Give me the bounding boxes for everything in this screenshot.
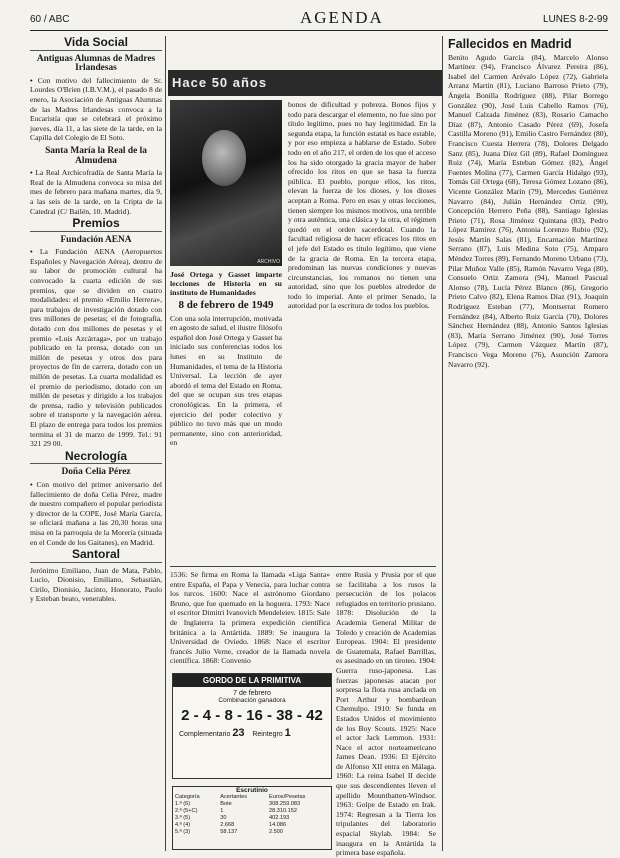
ortega-article-text: Con una sola interrupción, motivada en agosto de salud, el ilustre filósofo español don José Ortega y Gasset ha iniciado sus conferencias todos los lunes en su Instituto de Humanidades, el tema de la Historia Universal. La lección de ayer abordó el tema del Estado en Roma, del que se ocupan sus tres etapas cronológicas. En la primera, el ejercicio del poder colectivo y público no tuvo más que un modo permanente, sino con anterioridad, en	[170, 313, 282, 448]
photo-caption: José Ortega y Gasset imparte lecciones de Historia en su instituto de Humanidades	[170, 270, 282, 297]
column-divider	[442, 36, 443, 851]
table-cell: 308.259.083	[268, 801, 301, 807]
section-divider	[170, 566, 436, 567]
page-header	[30, 8, 608, 31]
table-header: Euros/Pesetas	[268, 794, 306, 800]
celia-perez-text: • Con motivo del primer aniversario del fallecimiento de doña Celia Pérez, madre de nuestro compañero el popular periodista y director de la COPE, José María García, se oficiará mañana a las 20,30 horas una misa en la parroquia de la Morería (situada en el Conde de los Gaitanes), en Madrid.	[30, 480, 162, 547]
table-header-row	[173, 794, 331, 801]
antiguas-alumnas-title: Antiguas Alumnas de Madres Irlandesas	[36, 53, 156, 74]
escrutinio-title: Escrutinio	[236, 787, 268, 794]
portrait-figure	[202, 130, 246, 186]
escrutinio-box	[172, 786, 332, 850]
table-cell: 2.500	[268, 829, 283, 835]
photo-credit: ARCHIVO	[257, 259, 280, 265]
complementary-label: Complementario	[179, 731, 231, 738]
aena-title: Fundación AENA	[60, 234, 132, 245]
efemerides-text: 1536: Se firma en Roma la llamada «Liga Santa» entre España, el Papa y Venecia, para luchar contra los turcos. 1600: Nace el astrónomo Giordano Bruno, que fue quemado en la hoguera. 1793: Nace el escritor Dimitri Ivanovich Mendeleiev. 1815: Sale de Inglaterra la primera expedición científica británica a la Antártida. 1889: Se inaugura la Universidad de Oviedo. 1868: Nace el escritor francés Julio Verne, creador de la llamada novela científica. 1868: Convenio	[170, 570, 330, 666]
primitiva-title: GORDO DE LA PRIMITIVA	[173, 674, 331, 687]
fallecidos-heading: Fallecidos en Madrid	[448, 37, 572, 51]
table-cell: 5.ª (3)	[175, 829, 191, 835]
efemerides-column	[170, 570, 330, 668]
date-headline: 8 de febrero de 1949	[178, 299, 274, 311]
premios-heading: Premios	[30, 219, 162, 232]
left-column	[30, 36, 162, 851]
complementary-row	[173, 727, 331, 739]
winning-numbers: 2 - 4 - 8 - 16 - 38 - 42	[181, 707, 323, 724]
almudena-title: Santa María la Real de la Almudena	[45, 145, 147, 166]
table-row	[173, 822, 331, 829]
ortega-photo	[170, 100, 282, 266]
page-date: LUNES 8-2-99	[542, 14, 608, 25]
table-row	[173, 808, 331, 815]
primitiva-date: 7 de febrero	[233, 690, 271, 697]
table-cell: 1	[220, 808, 224, 814]
combination-label: Combinación ganadora	[218, 697, 286, 704]
table-cell: 14.086	[268, 822, 287, 828]
santoral-text: Jerónimo Emiliano, Juan de Mata, Pablo, Lucio, Dionisio, Emiliano, Sebastián, Cirilo, Dionisio, Jacinto, Honorato, Paulo y Esteban beato, venerables.	[30, 565, 162, 604]
table-cell: 30	[220, 815, 227, 821]
table-header: Acertantes	[220, 794, 248, 800]
column-divider	[165, 36, 166, 851]
section-title: AGENDA	[300, 8, 384, 27]
fallecidos-column	[448, 36, 608, 851]
reintegro-label: Reintegro	[252, 731, 283, 738]
ortega-article-continued: bonos de dificultad y pobreza. Bonos fijos y todo para descargar el elemento, no fue sino por título legítimo, pues no hay legitimidad. En la segunda etapa, la función estatal es hace estable, y por eso empieza a hablarse de Estado. Sobre todo en el año 217, el orden de los que el acceso los ha sido otorgado la gracia mayor de haber ofrecido los ritos en que se basa la fuerza pública. El pueblo, porque ellos, los ritos, elevan la fuerza de los dioses, y los dioses aceptan a Roma. Pero en esas y otras lecciones, tienen siempre los mismos motivos, una terrible y otra auténtica, una clásica y la otra, el régimen quedó en el orden sacerdotal. Cuando la facultad religiosa de hacer eficaces los ritos en el jefe del Estado es título legítimo, que viene de la gracia de Roma. En la tercera etapa, predominan las nuevas condiciones y nuevas circunstancias, los romanos no tienen una autoridad, sino que los pueblos alrededor de todo lo imperial. Ante el primer Senado, la autoridad por la escritura de todos los pueblos.	[288, 100, 436, 311]
complementary-value: 23	[232, 727, 245, 739]
table-row	[173, 829, 331, 836]
fallecidos-list: Benito Agudo García (84), Marcelo Alonso Martínez (94), Francisco Álvarez Pereira (86), Isabel del Carmen Arévalo López (72), Gabriela Arranz Martín (81), Luciano Barroso Prieto (79), Ángela Bonilla Rodríguez (88), Pilar Borrego González (90), José Luis Cabello Ramos (76), Manuel Calzada Jiménez (83), Rosario Camacho Díaz (87), Antonio Casado Pérez (69), Josefa Castilla Moreno (91), Emilio Castro Fernández (80), Francisco Cuesta Herrera (78), Dolores Delgado Sanz (85), Juana Díez Gil (89), Rafael Domínguez Ruiz (74), María Esteban Gómez (82), Ángel Fuentes Molina (77), Carmen García Hidalgo (93), Tomás Gil Ortega (68), Teresa Gómez Lozano (86), Vicente González Marín (79), Mercedes Gutiérrez Navarro (84), Julián Hernández Ortiz (90), Concepción Herrero Peña (88), Santiago Iglesias Prieto (71), Rosa Jiménez Quintana (83), Pedro López Ramírez (76), Antonia Lorenzo Rubio (92), Jesús Martín Salas (81), Encarnación Martínez Serrano (87), Luis Medina Soto (75), Amparo Méndez Torres (89), Fernando Moreno Urbano (73), Pilar Muñoz Valle (85), Ramón Navarro Vega (80), Consuelo Ortiz Zamora (94), Manuel Pascual Alonso (78), Lucía Pérez Blanco (86), Gregorio Prieto Calvo (82), Elena Ramos Díaz (91), Joaquín Rodríguez Esteban (77), Montserrat Romero Fernández (84), Alberto Ruiz García (70), Dolores Sánchez Hernández (88), Antonio Santos Iglesias (83), María Serrano Jiménez (90), José Torres López (79), Carmen Vázquez Martín (87), Francisco Vega Moreno (76), Asunción Zamora Navarro (92).	[448, 52, 608, 369]
vida-social-heading: Vida Social	[30, 38, 162, 51]
antiguas-alumnas-text: • Con motivo del fallecimiento de Sr. Lourdes O'Brien (I.B.V.M.), el pasado 8 de enero, la Asociación de Antiguas Alumnas de las Madres Irlandesas convoca a la Eucaristía que se celebrará el próximo jueves, día 11, a las siete de la tarde, en la Capilla del Colegio de El Soto.	[30, 76, 162, 143]
escrutinio-table	[173, 794, 331, 836]
table-cell: 1.ª (6)	[175, 801, 191, 807]
table-row	[173, 815, 331, 822]
necrologia-heading: Necrología	[30, 452, 162, 465]
primitiva-box	[172, 673, 332, 779]
efemerides-continued-column	[336, 570, 436, 858]
aena-text: • La Fundación AENA (Aeropuertos Españoles y Navegación Aérea), dentro de su labor de promoción cultural ha convocado la cuarta edición de sus premios, que se dividen en cuatro modalidades: el premio «Emilio Herrera», para trabajos de investigación dotado con tres millones de pesetas; el de fotografía, dotado con dos millones de pesetas y el premio «Luis Azcárraga», por un trabajo publicado en la prensa, dotado con un millón de pesetas y otros dos para proyectos de fin de carrera, dotado con un millón de pesetas. La cuarta modalidad es el premio de periodismo, dotado con un millón de pesetas y dirigido a los trabajos de prensa, radio y televisión publicados sobre el transporte y la navegación aérea. El plazo de entrega para todos los premios termina el 31 de marzo de 1999. Tel.: 91 321 29 00.	[30, 247, 162, 448]
center-column	[170, 270, 282, 560]
hace-50-anos-banner: Hace 50 años	[168, 70, 442, 96]
table-cell: 402.193	[268, 815, 290, 821]
page-number: 60 / ABC	[30, 14, 70, 25]
santoral-heading: Santoral	[30, 550, 162, 563]
table-cell: Bote	[220, 801, 232, 807]
table-header: Categoría	[175, 794, 200, 800]
table-cell: 4.ª (4)	[175, 822, 191, 828]
table-cell: 58.137	[220, 829, 238, 835]
table-cell: 2.ª (5+C)	[175, 808, 198, 814]
table-cell: 28.310.152	[268, 808, 297, 814]
celia-perez-title: Doña Celia Pérez	[61, 467, 131, 478]
efemerides-continued-text: entre Rusia y Prusia por el que se facilitaba a los rusos la persecución de los polacos refugiados en territorio prusiano. 1878: Disolución de la Academia General Militar de Toledo y creación de Academias Europeas. 1904: El presidente de Guatemala, Rafael Barrillas, es asesinado en un tiroteo. 1904: Guerra ruso-japonesa. Las fuerzas japonesas atacan por sorpresa la flota rusa anclada en Port Arthur y bombardean Chemulpo. 1910: Se funda en Estados Unidos el movimiento de los Boy Scouts. 1925: Nace el actor Jack Lemmon. 1931: Nace el actor norteamericano James Dean. 1936: El Ejército de Alfonso XII entra en Málaga. 1960: La reina Isabel II decide que sus descendientes lleven el apellido Mountbatten-Windsor. 1963: Golpe de Estado en Irak. 1974: Regresan a la Tierra los tripulantes del laboratorio espacial Skylab. 1984: Se inaugura en la Antártida la primera base española.	[336, 570, 436, 858]
almudena-text: • La Real Archicofradía de Santa María la Real de la Almudena convoca su misa del mes de febrero para mañana martes, día 9, a las seis de la tarde, en la Cripta de la Catedral (C/ Bailén, 10. Madrid).	[30, 168, 162, 216]
reintegro-value: 1	[284, 727, 291, 739]
right-center-column	[288, 100, 436, 568]
table-row	[173, 801, 331, 808]
table-cell: 3.ª (5)	[175, 815, 191, 821]
table-cell: 2.668	[220, 822, 235, 828]
